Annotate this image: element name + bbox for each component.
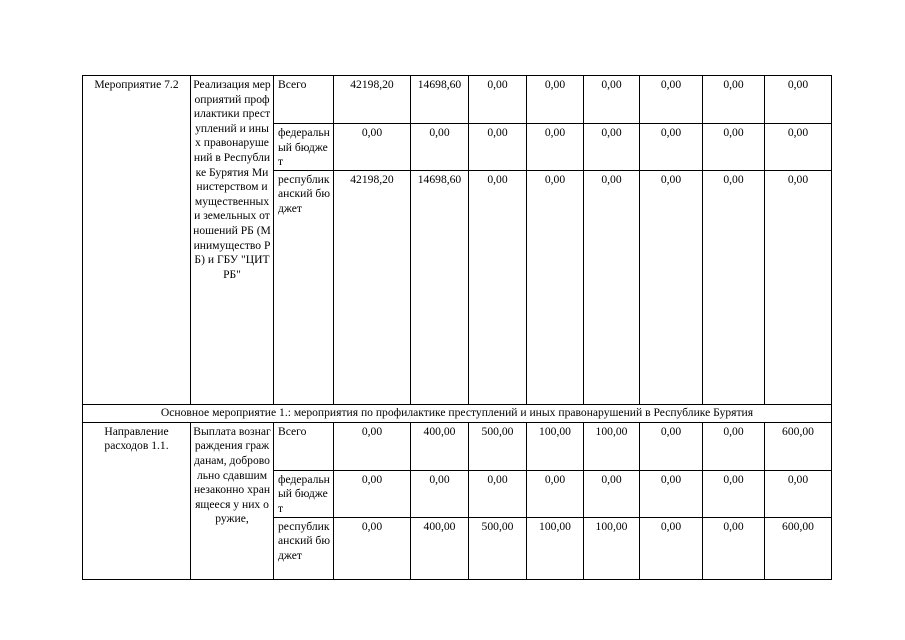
source-label: республиканский бюджет xyxy=(274,170,334,404)
value-cell: 0,00 xyxy=(527,76,584,124)
value-cell: 500,00 xyxy=(469,517,527,579)
value-cell: 0,00 xyxy=(640,76,703,124)
value-cell: 0,00 xyxy=(469,170,527,404)
value-cell: 0,00 xyxy=(411,470,469,517)
value-cell: 0,00 xyxy=(640,170,703,404)
value-cell: 14698,60 xyxy=(411,170,469,404)
value-cell: 0,00 xyxy=(527,124,584,171)
source-label: республиканский бюджет xyxy=(274,517,334,579)
measure-name-cell xyxy=(83,422,191,579)
value-cell: 100,00 xyxy=(584,517,640,579)
value-cell: 0,00 xyxy=(469,470,527,517)
value-cell: 42198,20 xyxy=(334,170,411,404)
value-cell: 0,00 xyxy=(584,470,640,517)
value-cell: 0,00 xyxy=(765,124,832,171)
value-cell: 14698,60 xyxy=(411,76,469,124)
section-header-row xyxy=(83,404,832,422)
value-cell: 0,00 xyxy=(640,124,703,171)
source-label: Всего xyxy=(274,76,334,124)
value-cell: 0,00 xyxy=(584,124,640,171)
source-label: федеральный бюджет xyxy=(274,470,334,517)
value-cell: 0,00 xyxy=(334,470,411,517)
value-cell: 100,00 xyxy=(527,517,584,579)
value-cell: 0,00 xyxy=(527,170,584,404)
measure-description: Выплата вознаграждения гражданам, добровольно сдавшим незаконно хранящееся у них оружие, xyxy=(193,424,271,526)
value-cell: 0,00 xyxy=(584,76,640,124)
value-cell: 0,00 xyxy=(703,517,765,579)
value-cell: 0,00 xyxy=(411,124,469,171)
measure-name-cell xyxy=(83,76,191,405)
value-cell: 600,00 xyxy=(765,517,832,579)
source-label: Всего xyxy=(274,422,334,470)
table-row xyxy=(83,422,832,470)
section-header: Основное мероприятие 1.: мероприятия по профилактике преступлений и иных правонарушений в Республике Бурятия xyxy=(83,404,832,422)
value-cell: 0,00 xyxy=(469,124,527,171)
value-cell: 0,00 xyxy=(334,422,411,470)
value-cell: 0,00 xyxy=(703,124,765,171)
budget-table xyxy=(82,75,832,580)
measure-description-cell xyxy=(191,422,274,579)
value-cell: 0,00 xyxy=(334,517,411,579)
value-cell: 0,00 xyxy=(703,76,765,124)
value-cell: 0,00 xyxy=(703,170,765,404)
value-cell: 400,00 xyxy=(411,422,469,470)
value-cell: 0,00 xyxy=(640,422,703,470)
measure-description-cell xyxy=(191,76,274,405)
value-cell: 100,00 xyxy=(527,422,584,470)
measure-description: Реализация мероприятий профилактики преступлений и иных правонарушений в Республике Бурятия Министерством имущественных и земельных отношений РБ (Минимущество РБ) и ГБУ "ЦИТ РБ" xyxy=(193,78,271,281)
value-cell: 600,00 xyxy=(765,422,832,470)
value-cell: 0,00 xyxy=(334,124,411,171)
value-cell: 0,00 xyxy=(527,470,584,517)
source-label: федеральный бюджет xyxy=(274,124,334,171)
value-cell: 0,00 xyxy=(765,470,832,517)
value-cell: 0,00 xyxy=(584,170,640,404)
value-cell: 0,00 xyxy=(469,76,527,124)
measure-name: Направление расходов 1.1. xyxy=(104,424,169,453)
value-cell: 0,00 xyxy=(640,470,703,517)
value-cell: 0,00 xyxy=(765,170,832,404)
value-cell: 0,00 xyxy=(765,76,832,124)
value-cell: 100,00 xyxy=(584,422,640,470)
table-row xyxy=(83,76,832,124)
value-cell: 500,00 xyxy=(469,422,527,470)
value-cell: 42198,20 xyxy=(334,76,411,124)
value-cell: 0,00 xyxy=(703,470,765,517)
measure-name: Мероприятие 7.2 xyxy=(94,78,179,91)
value-cell: 0,00 xyxy=(640,517,703,579)
value-cell: 0,00 xyxy=(703,422,765,470)
value-cell: 400,00 xyxy=(411,517,469,579)
